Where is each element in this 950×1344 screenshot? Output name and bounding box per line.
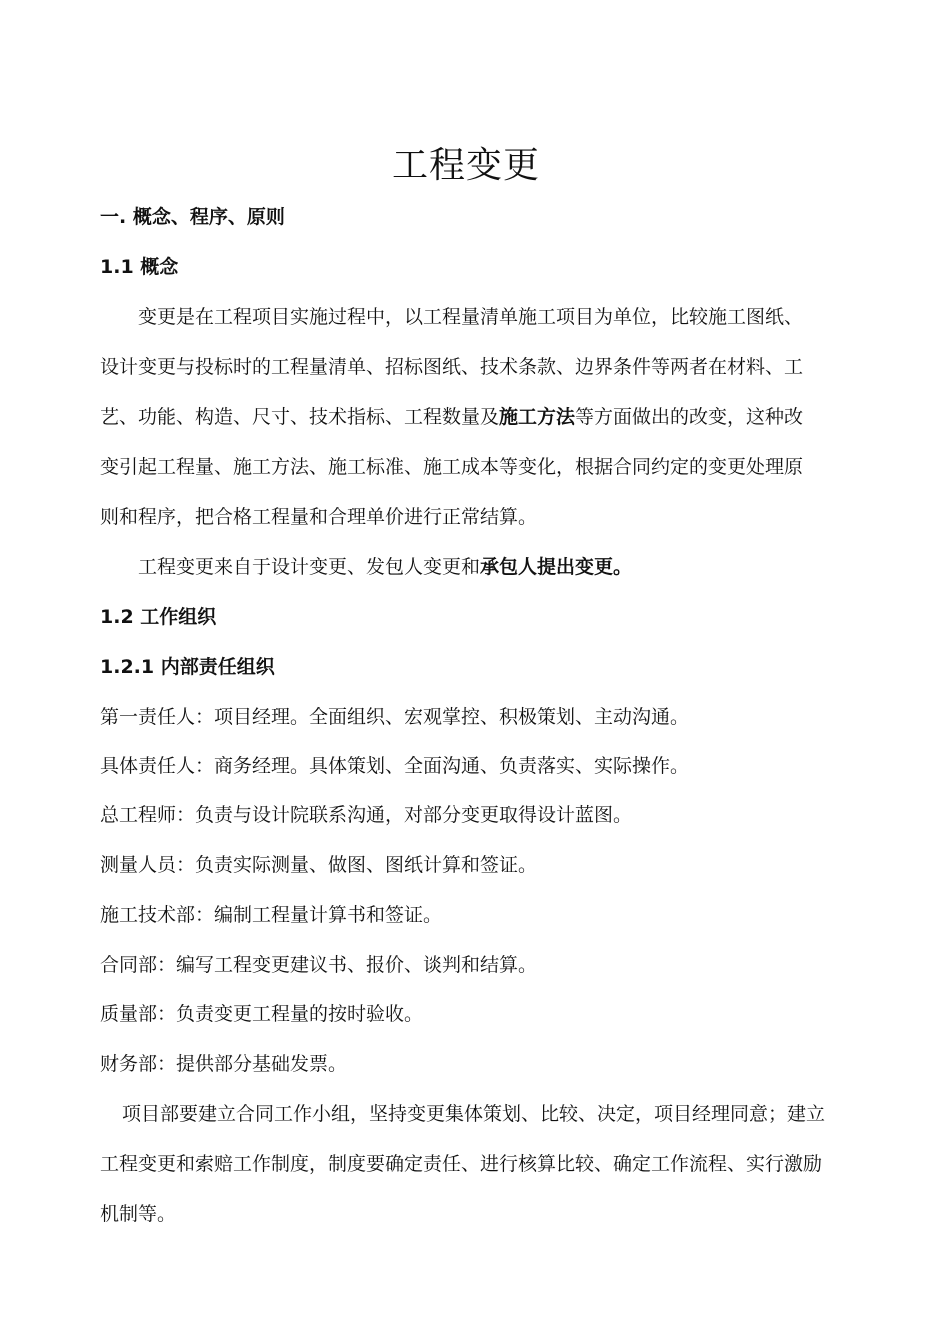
paragraph-2-bold: 承包人提出变更。 (480, 556, 633, 578)
paragraph-1-line-3-part-a: 艺、功能、构造、尺寸、技术指标、工程数量及 (100, 406, 500, 428)
role-item: 总工程师：负责与设计院联系沟通，对部分变更取得设计蓝图。 (100, 804, 633, 826)
role-item: 施工技术部：编制工程量计算书和签证。 (100, 904, 443, 926)
role-item: 测量人员：负责实际测量、做图、图纸计算和签证。 (100, 854, 538, 876)
paragraph-1-line-2: 设计变更与投标时的工程量清单、招标图纸、技术条款、边界条件等两者在材料、工 (100, 356, 804, 378)
role-item: 合同部：编写工程变更建议书、报价、谈判和结算。 (100, 954, 538, 976)
subsection-1-2-1-heading: 1.2.1 内部责任组织 (100, 656, 275, 678)
paragraph-2-part-a: 工程变更来自于设计变更、发包人变更和 (138, 556, 481, 578)
paragraph-1-line-3-part-b: 等方面做出的改变，这种改 (575, 406, 804, 428)
document-title: 工程变更 (391, 145, 540, 186)
paragraph-3-line-3: 机制等。 (100, 1203, 177, 1225)
role-item: 第一责任人：项目经理。全面组织、宏观掌控、积极策划、主动沟通。 (100, 706, 690, 728)
section-1-heading: 一. 概念、程序、原则 (100, 206, 285, 228)
paragraph-2 (138, 552, 878, 582)
paragraph-1-line-3-bold: 施工方法 (499, 406, 576, 428)
role-item: 财务部：提供部分基础发票。 (100, 1053, 348, 1075)
subsection-1-1-heading: 1.1 概念 (100, 256, 179, 278)
paragraph-3-line-1: 项目部要建立合同工作小组，坚持变更集体策划、比较、决定，项目经理同意；建立 (122, 1103, 826, 1125)
paragraph-1-line-3 (100, 402, 840, 432)
role-item: 具体责任人：商务经理。具体策划、全面沟通、负责落实、实际操作。 (100, 755, 690, 777)
paragraph-3-line-2: 工程变更和索赔工作制度，制度要确定责任、进行核算比较、确定工作流程、实行激励 (100, 1153, 823, 1175)
paragraph-1-line-4: 变引起工程量、施工方法、施工标准、施工成本等变化，根据合同约定的变更处理原 (100, 456, 804, 478)
subsection-1-2-heading: 1.2 工作组织 (100, 606, 217, 628)
role-item: 质量部：负责变更工程量的按时验收。 (100, 1003, 424, 1025)
paragraph-1-line-1: 变更是在工程项目实施过程中，以工程量清单施工项目为单位，比较施工图纸、 (138, 306, 804, 328)
paragraph-1-line-5: 则和程序，把合格工程量和合理单价进行正常结算。 (100, 506, 538, 528)
